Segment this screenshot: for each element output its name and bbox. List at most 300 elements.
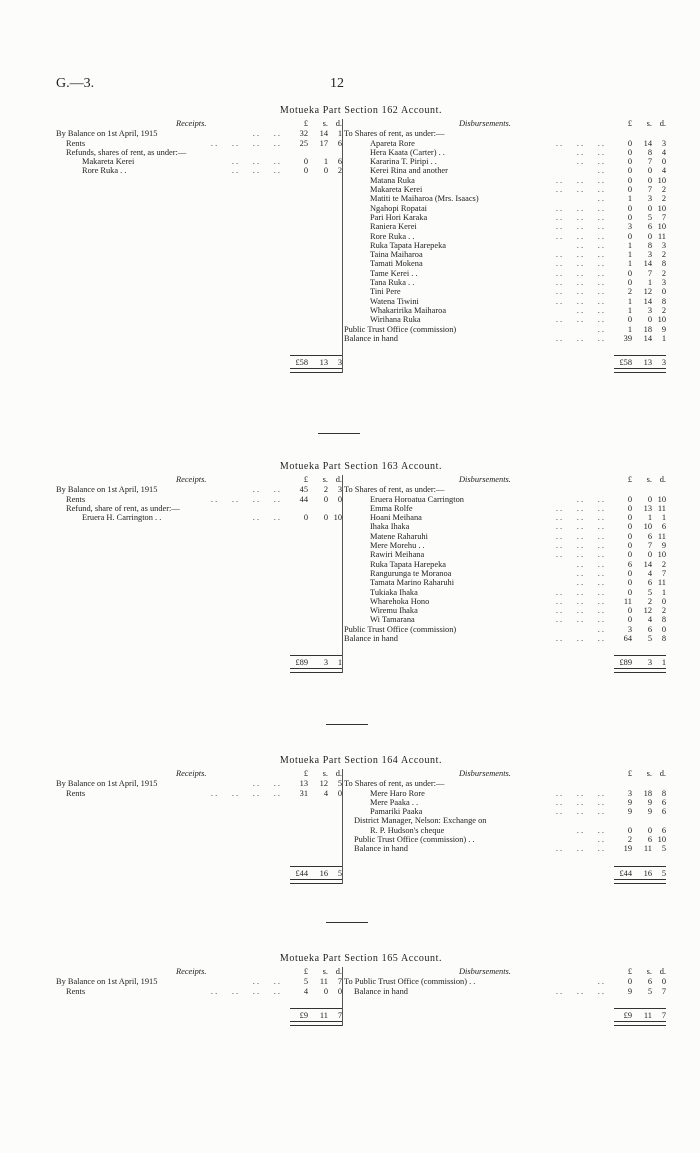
amount-shillings: 5 xyxy=(647,986,652,996)
amount-pounds: 0 xyxy=(627,147,632,157)
amount-pounds: 0 xyxy=(627,315,632,325)
amount-pounds: 1 xyxy=(627,296,632,306)
amount-shillings: 5 xyxy=(647,634,652,644)
disbursement-line xyxy=(344,513,666,522)
disbursement-line xyxy=(344,807,666,816)
amount-pence: 7 xyxy=(661,568,666,578)
disbursement-text: To Shares of rent, as under:— xyxy=(344,129,445,139)
amount xyxy=(614,325,666,334)
disbursement-line xyxy=(344,129,666,138)
amount xyxy=(614,541,666,550)
account-section xyxy=(56,106,666,373)
amount xyxy=(290,789,342,798)
amount-pence: 2 xyxy=(661,268,666,278)
leader-dots: . . . . . . xyxy=(555,222,604,232)
account-section xyxy=(56,954,666,1026)
amount-pounds: 0 xyxy=(627,231,632,241)
amount-pence: 8 xyxy=(661,788,666,798)
amount xyxy=(614,157,666,166)
amount-pounds: 0 xyxy=(627,175,632,185)
amount-pounds: 0 xyxy=(627,185,632,195)
disbursement-text: Wharehoka Hono xyxy=(370,596,430,606)
amount-shillings: 2 xyxy=(323,485,328,495)
amount-shillings: 0 xyxy=(647,494,652,504)
amount-shillings: 5 xyxy=(647,212,652,222)
disbursement-text: Public Trust Office (commission) xyxy=(344,624,457,634)
disbursement-text: Apareta Rore xyxy=(370,138,415,148)
amount xyxy=(614,241,666,250)
disbursement-text: R. P. Hudson's cheque xyxy=(370,825,445,835)
disbursement-text: Mere Haro Rore xyxy=(370,788,425,798)
account-section xyxy=(56,462,666,673)
disbursement-line xyxy=(344,615,666,624)
leader-dots: . . . . xyxy=(576,568,604,578)
amount-pence: 0 xyxy=(661,624,666,634)
amount-pounds: 0 xyxy=(627,494,632,504)
amount xyxy=(614,789,666,798)
amount-pounds: 1 xyxy=(627,194,632,204)
amount-shillings: 14 xyxy=(643,333,652,343)
total-shillings: 16 xyxy=(319,868,328,878)
amount xyxy=(614,194,666,203)
leader-dots: . . . . . . xyxy=(555,278,604,288)
account-total xyxy=(290,355,342,367)
lsd-heading: £ xyxy=(627,769,632,779)
disbursement-line xyxy=(344,176,666,185)
amount-pence: 0 xyxy=(337,986,342,996)
receipt-text: By Balance on 1st April, 1915 xyxy=(56,129,158,139)
amount-pounds: 25 xyxy=(299,138,308,148)
lsd-heading: d. xyxy=(659,769,666,779)
amount xyxy=(614,569,666,578)
receipts-header xyxy=(56,967,342,977)
amount xyxy=(614,835,666,844)
leader-dots: . . . . . . xyxy=(555,231,604,241)
leader-dots: . . . . xyxy=(252,485,280,495)
disbursement-text: Wiremu Ihaka xyxy=(370,606,418,616)
leader-dots: . . . . . . xyxy=(555,797,604,807)
disbursement-line xyxy=(344,241,666,250)
total-pounds: £89 xyxy=(295,658,308,668)
amount-pounds: 11 xyxy=(623,596,632,606)
disbursements-column xyxy=(344,967,666,1020)
amount-pence: 0 xyxy=(661,596,666,606)
section-separator xyxy=(326,724,368,725)
disbursement-line xyxy=(344,166,666,175)
lsd-heading: £ xyxy=(627,967,632,977)
double-rule xyxy=(614,668,666,673)
disbursement-text: Rangurunga te Moranoa xyxy=(370,568,452,578)
account-total xyxy=(614,866,666,878)
amount xyxy=(290,166,342,175)
disbursement-line xyxy=(344,157,666,166)
disbursement-text: Ruka Tapata Harepeka xyxy=(370,240,446,250)
leader-dots: . . . . . . xyxy=(555,185,604,195)
leader-dots: . . xyxy=(597,624,604,634)
amount-pounds: 19 xyxy=(623,844,632,854)
column-divider xyxy=(342,119,343,373)
leader-dots: . . . . . . xyxy=(231,157,280,167)
disbursement-line xyxy=(344,844,666,853)
leader-dots: . . . . xyxy=(576,578,604,588)
amount xyxy=(614,250,666,259)
disbursement-text: Rawiri Meihana xyxy=(370,550,425,560)
disbursement-line xyxy=(344,259,666,268)
leader-dots: . . . . . . xyxy=(555,212,604,222)
receipt-text: By Balance on 1st April, 1915 xyxy=(56,485,158,495)
total-shillings: 16 xyxy=(643,868,652,878)
receipts-label: Receipts. xyxy=(176,119,207,129)
total-pence: 3 xyxy=(337,358,342,368)
amount xyxy=(614,560,666,569)
page-number: 12 xyxy=(330,76,344,91)
lsd-heading: d. xyxy=(659,119,666,129)
leader-dots: . . . . . . xyxy=(555,634,604,644)
disbursement-line xyxy=(344,222,666,231)
disbursement-line xyxy=(344,194,666,203)
account-total xyxy=(614,655,666,667)
leader-dots: . . . . . . . . xyxy=(210,788,280,798)
double-rule xyxy=(290,879,342,884)
disbursement-line xyxy=(344,504,666,513)
disbursements-label: Disbursements. xyxy=(459,967,511,977)
amount-pence: 6 xyxy=(661,797,666,807)
amount-pence: 10 xyxy=(333,513,342,523)
amount xyxy=(614,615,666,624)
amount xyxy=(290,485,342,494)
amount-shillings: 17 xyxy=(319,138,328,148)
amount-pence: 2 xyxy=(661,305,666,315)
amount xyxy=(290,779,342,788)
amount-pence: 10 xyxy=(657,315,666,325)
disbursements-column xyxy=(344,119,666,368)
amount-pence: 10 xyxy=(657,203,666,213)
total-shillings: 3 xyxy=(323,658,328,668)
double-rule xyxy=(290,1021,342,1026)
amount-pence: 10 xyxy=(657,222,666,232)
amount-pounds: 4 xyxy=(303,986,308,996)
amount-shillings: 3 xyxy=(647,305,652,315)
disbursement-line xyxy=(344,560,666,569)
account-section xyxy=(56,756,666,884)
double-rule xyxy=(614,1021,666,1026)
lsd-heading: s. xyxy=(646,967,652,977)
amount-pounds: 0 xyxy=(627,166,632,176)
lsd-heading: £ xyxy=(303,119,308,129)
disbursement-line xyxy=(344,485,666,494)
disbursement-line xyxy=(344,204,666,213)
double-rule xyxy=(290,668,342,673)
disbursement-text: Emma Rolfe xyxy=(370,503,413,513)
disbursement-text: To Shares of rent, as under:— xyxy=(344,485,445,495)
disbursement-text: Mere Paaka . . xyxy=(370,797,419,807)
total-shillings: 11 xyxy=(319,1010,328,1020)
disbursement-line xyxy=(344,250,666,259)
account-total xyxy=(290,866,342,878)
leader-dots: . . . . . . . . xyxy=(210,138,280,148)
lsd-heading: £ xyxy=(303,967,308,977)
amount xyxy=(290,987,342,996)
amount-shillings: 4 xyxy=(647,615,652,625)
receipt-text: Refund, share of rent, as under:— xyxy=(66,503,180,513)
amount-pounds: 2 xyxy=(627,287,632,297)
disbursement-text: Tamati Mokena xyxy=(370,259,423,269)
amount-pounds: 0 xyxy=(627,203,632,213)
amount xyxy=(614,634,666,643)
total-shillings: 13 xyxy=(643,358,652,368)
amount-pence: 11 xyxy=(657,231,666,241)
amount-pounds: 2 xyxy=(627,835,632,845)
amount-pounds: 0 xyxy=(627,615,632,625)
disbursement-text: Ngahopi Ropatai xyxy=(370,203,427,213)
receipt-line xyxy=(56,139,342,148)
receipts-header xyxy=(56,119,342,129)
disbursement-text: Hoani Meihana xyxy=(370,513,422,523)
amount-pence: 7 xyxy=(337,977,342,987)
amount xyxy=(614,297,666,306)
amount-pounds: 9 xyxy=(627,986,632,996)
leader-dots: . . xyxy=(597,835,604,845)
lsd-heading: s. xyxy=(646,769,652,779)
amount-pounds: 64 xyxy=(623,634,632,644)
section-separator xyxy=(326,922,368,923)
amount-pounds: 3 xyxy=(627,222,632,232)
lsd-heading: s. xyxy=(322,967,328,977)
disbursement-text: Tana Ruka . . xyxy=(370,278,415,288)
amount-pounds: 13 xyxy=(299,779,308,789)
amount-pence: 9 xyxy=(661,324,666,334)
receipts-column xyxy=(56,967,342,1020)
lsd-heading: d. xyxy=(659,967,666,977)
disbursement-text: Tukiaka Ihaka xyxy=(370,587,418,597)
amount-shillings: 4 xyxy=(647,568,652,578)
leader-dots: . . xyxy=(597,166,604,176)
disbursements-column xyxy=(344,475,666,668)
account-columns xyxy=(56,967,666,1026)
amount-pence: 4 xyxy=(661,147,666,157)
amount-pence: 6 xyxy=(337,138,342,148)
leader-dots: . . . . xyxy=(252,977,280,987)
amount-pence: 3 xyxy=(661,278,666,288)
amount-pounds: 0 xyxy=(627,513,632,523)
lsd-heading: d. xyxy=(659,475,666,485)
total-pounds: £44 xyxy=(619,868,632,878)
disbursement-text: Tini Pere xyxy=(370,287,401,297)
lsd-heading: s. xyxy=(322,119,328,129)
amount-pounds: 39 xyxy=(623,333,632,343)
amount-shillings: 0 xyxy=(323,513,328,523)
leader-dots: . . . . . . xyxy=(555,513,604,523)
leader-dots: . . . . . . xyxy=(555,287,604,297)
disbursement-line xyxy=(344,826,666,835)
disbursement-text: Watena Tiwini xyxy=(370,296,419,306)
leader-dots: . . . . xyxy=(576,147,604,157)
disbursement-text: Matiti te Maiharoa (Mrs. Isaacs) xyxy=(370,194,479,204)
amount xyxy=(614,522,666,531)
receipt-text: Rore Ruka . . xyxy=(82,166,127,176)
receipt-text: Makareta Kerei xyxy=(82,157,135,167)
disbursement-text: Balance in hand xyxy=(344,333,398,343)
disbursement-line xyxy=(344,495,666,504)
disbursement-line xyxy=(344,569,666,578)
disbursement-text: Balance in hand xyxy=(344,634,398,644)
amount xyxy=(614,798,666,807)
disbursement-text: Public Trust Office (commission) . . xyxy=(354,835,475,845)
amount-shillings: 0 xyxy=(647,825,652,835)
amount xyxy=(614,204,666,213)
leader-dots: . . . . xyxy=(576,494,604,504)
amount xyxy=(614,987,666,996)
amount-shillings: 1 xyxy=(647,513,652,523)
amount xyxy=(614,222,666,231)
disbursements-label: Disbursements. xyxy=(459,475,511,485)
amount-pence: 9 xyxy=(661,541,666,551)
amount-pence: 8 xyxy=(661,615,666,625)
amount-shillings: 0 xyxy=(647,231,652,241)
amount-shillings: 6 xyxy=(647,531,652,541)
amount-pence: 6 xyxy=(661,807,666,817)
double-rule xyxy=(614,368,666,373)
lsd-heading: s. xyxy=(646,475,652,485)
amount-pence: 6 xyxy=(661,522,666,532)
amount-pounds: 0 xyxy=(627,587,632,597)
disbursements-label: Disbursements. xyxy=(459,769,511,779)
amount-pence: 2 xyxy=(337,166,342,176)
amount-shillings: 1 xyxy=(647,278,652,288)
amount-pence: 7 xyxy=(661,212,666,222)
leader-dots: . . . . . . xyxy=(555,203,604,213)
amount-pence: 2 xyxy=(661,185,666,195)
amount-shillings: 14 xyxy=(643,138,652,148)
receipts-label: Receipts. xyxy=(176,475,207,485)
disbursement-line xyxy=(344,541,666,550)
amount-pounds: 1 xyxy=(627,324,632,334)
leader-dots: . . . . . . xyxy=(555,615,604,625)
receipts-column xyxy=(56,119,342,368)
amount-shillings: 2 xyxy=(647,596,652,606)
amount-pence: 0 xyxy=(661,157,666,167)
amount-pence: 11 xyxy=(657,578,666,588)
amount-shillings: 7 xyxy=(647,541,652,551)
amount-shillings: 9 xyxy=(647,807,652,817)
amount-pounds: 0 xyxy=(627,606,632,616)
amount-shillings: 12 xyxy=(643,287,652,297)
lsd-heading: £ xyxy=(303,769,308,779)
amount-pounds: 0 xyxy=(627,541,632,551)
leader-dots: . . . . xyxy=(252,779,280,789)
lsd-heading: s. xyxy=(646,119,652,129)
receipt-text: Refunds, shares of rent, as under:— xyxy=(66,147,187,157)
amount-pounds: 0 xyxy=(627,268,632,278)
amount xyxy=(614,259,666,268)
disbursement-line xyxy=(344,987,666,996)
amount-pence: 0 xyxy=(661,287,666,297)
amount-pounds: 0 xyxy=(627,531,632,541)
disbursement-line xyxy=(344,597,666,606)
leader-dots: . . . . . . xyxy=(555,531,604,541)
amount-pence: 4 xyxy=(661,166,666,176)
leader-dots: . . xyxy=(597,324,604,334)
receipt-line xyxy=(56,485,342,494)
disbursement-line xyxy=(344,232,666,241)
amount-shillings: 5 xyxy=(647,587,652,597)
amount-pounds: 0 xyxy=(627,522,632,532)
receipt-text: Eruera H. Carrington . . xyxy=(82,513,162,523)
disbursement-line xyxy=(344,789,666,798)
amount-pounds: 1 xyxy=(627,240,632,250)
lsd-heading: d. xyxy=(335,119,342,129)
amount-shillings: 6 xyxy=(647,578,652,588)
leader-dots: . . . . . . xyxy=(231,166,280,176)
amount-pounds: 0 xyxy=(627,578,632,588)
leader-dots: . . . . . . xyxy=(555,788,604,798)
amount xyxy=(614,606,666,615)
amount-pence: 0 xyxy=(661,977,666,987)
disbursement-line xyxy=(344,816,666,825)
disbursement-text: Public Trust Office (commission) xyxy=(344,324,457,334)
amount-pounds: 1 xyxy=(627,250,632,260)
amount xyxy=(614,844,666,853)
amount xyxy=(614,532,666,541)
amount-pence: 7 xyxy=(661,986,666,996)
leader-dots: . . . . . . xyxy=(555,844,604,854)
double-rule xyxy=(290,368,342,373)
disbursement-text: Taina Maiharoa xyxy=(370,250,423,260)
disbursements-header xyxy=(344,769,666,779)
amount-pounds: 0 xyxy=(627,977,632,987)
amount-pence: 10 xyxy=(657,835,666,845)
disbursement-text: Wi Tamarana xyxy=(370,615,415,625)
amount xyxy=(614,625,666,634)
amount-shillings: 0 xyxy=(647,315,652,325)
leader-dots: . . . . . . xyxy=(555,550,604,560)
leader-dots: . . . . . . xyxy=(555,807,604,817)
leader-dots: . . . . . . xyxy=(555,259,604,269)
receipt-line xyxy=(56,977,342,986)
amount-pounds: 0 xyxy=(627,550,632,560)
amount-pounds: 31 xyxy=(299,788,308,798)
account-columns xyxy=(56,769,666,883)
amount-pounds: 0 xyxy=(627,212,632,222)
amount-pounds: 9 xyxy=(627,807,632,817)
amount-pounds: 44 xyxy=(299,494,308,504)
leader-dots: . . . . . . xyxy=(555,986,604,996)
lsd-heading: s. xyxy=(322,475,328,485)
total-pence: 5 xyxy=(337,868,342,878)
leader-dots: . . . . . . xyxy=(555,596,604,606)
amount-pounds: 3 xyxy=(627,624,632,634)
column-divider xyxy=(342,475,343,673)
leader-dots: . . xyxy=(597,194,604,204)
amount xyxy=(614,550,666,559)
amount-pounds: 45 xyxy=(299,485,308,495)
disbursement-text: Makareta Kerei xyxy=(370,185,423,195)
amount-pence: 6 xyxy=(337,157,342,167)
column-divider xyxy=(342,967,343,1026)
amount xyxy=(614,139,666,148)
amount-pounds: 0 xyxy=(627,157,632,167)
amount xyxy=(614,213,666,222)
amount-shillings: 6 xyxy=(647,222,652,232)
leader-dots: . . . . . . xyxy=(555,541,604,551)
amount xyxy=(614,334,666,343)
amount xyxy=(614,232,666,241)
amount-pence: 1 xyxy=(661,513,666,523)
leader-dots: . . . . . . xyxy=(555,175,604,185)
amount-pounds: 6 xyxy=(627,559,632,569)
disbursement-text: Rore Ruka . . xyxy=(370,231,415,241)
amount-shillings: 11 xyxy=(319,977,328,987)
